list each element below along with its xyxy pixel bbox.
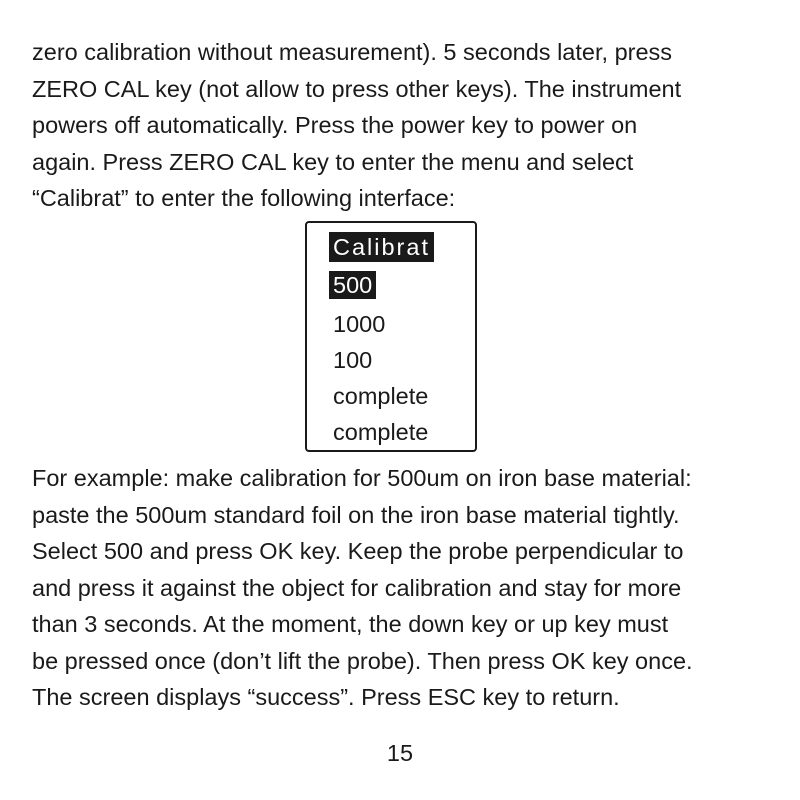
text-line: Select 500 and press OK key. Keep the probe perpendicular to (32, 538, 684, 564)
text-line: and press it against the object for calibration and stay for more (32, 574, 682, 601)
lcd-menu-item-selected: 500 (329, 271, 376, 299)
lcd-menu-title: Calibrat (329, 232, 434, 262)
paragraph-example (32, 460, 772, 716)
text-line: powers off automatically. Press the power key to power on (32, 112, 638, 138)
text-line: For example: make calibration for 500um on iron base material: (32, 465, 692, 491)
paragraph-intro (32, 34, 772, 217)
lcd-menu-screen (305, 221, 477, 452)
text-line: than 3 seconds. At the moment, the down key or up key must (32, 611, 669, 637)
text-line: be pressed once (don’t lift the probe). Then press OK key once. (32, 647, 693, 674)
lcd-menu-item: complete (333, 419, 429, 445)
lcd-menu-item: 1000 (333, 311, 386, 337)
page-number: 15 (386, 740, 414, 766)
text-line: again. Press ZERO CAL key to enter the menu and select (32, 148, 634, 175)
lcd-menu-item: complete (333, 383, 429, 409)
lcd-menu-item: 100 (333, 347, 373, 373)
text-line: “Calibrat” to enter the following interface: (32, 185, 456, 211)
text-line: paste the 500um standard foil on the iron base material tightly. (32, 501, 680, 528)
text-line: zero calibration without measurement). 5 seconds later, press (32, 39, 673, 65)
text-line: The screen displays “success”. Press ESC key to return. (32, 684, 620, 710)
text-line: ZERO CAL key (not allow to press other keys). The instrument (32, 75, 682, 102)
